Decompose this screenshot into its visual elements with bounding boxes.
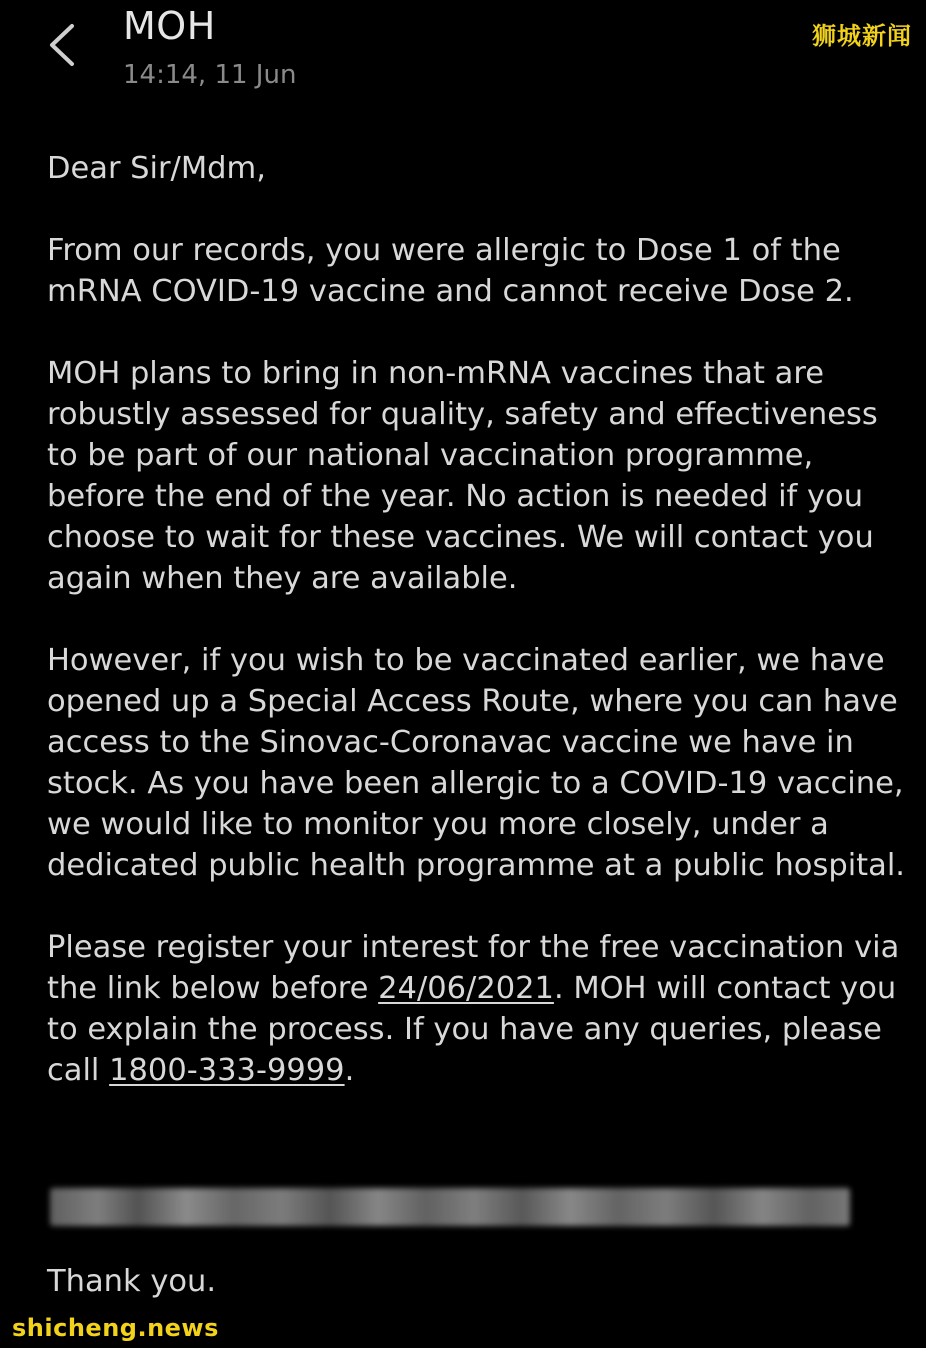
greeting: Dear Sir/Mdm, bbox=[47, 151, 266, 186]
chevron-left-icon bbox=[40, 20, 90, 70]
paragraph-allergy: From our records, you were allergic to Dose 1 of the mRNA COVID-19 vaccine and cannot receive Dose 2. bbox=[47, 233, 854, 309]
closing: Thank you. bbox=[47, 1264, 217, 1299]
message-header bbox=[0, 0, 926, 120]
back-button[interactable] bbox=[40, 20, 90, 70]
phone-link[interactable]: 1800-333-9999 bbox=[109, 1053, 345, 1088]
deadline-link[interactable]: 24/06/2021 bbox=[378, 971, 554, 1006]
register-text-3: . bbox=[344, 1053, 355, 1088]
register-text-2: . MOH will contact you to explain the process. If you have any queries, please call bbox=[47, 971, 897, 1088]
watermark-bottom: shicheng.news bbox=[12, 1314, 219, 1342]
paragraph-non-mrna: MOH plans to bring in non-mRNA vaccines that are robustly assessed for quality, safety and effectiveness to be part of our national vaccination programme, before the end of the year. No action is needed if you choose to wait for these vaccines. We will contact you again when they are available. bbox=[47, 356, 878, 596]
paragraph-special-access: However, if you wish to be vaccinated earlier, we have opened up a Special Access Route, where you can have access to the Sinovac-Coronavac vaccine we have in stock. As you have been allergic to a COVID-19 vaccine, we would like to monitor you more closely, under a dedicated public health programme at a public hospital. bbox=[47, 643, 905, 883]
message-body bbox=[47, 148, 907, 1132]
sender-name: MOH bbox=[123, 4, 216, 48]
watermark-top: 狮城新闻 bbox=[812, 22, 912, 50]
message-timestamp: 14:14, 11 Jun bbox=[123, 60, 297, 90]
blurred-registration-link[interactable] bbox=[50, 1188, 850, 1226]
paragraph-register bbox=[47, 927, 907, 1091]
register-text-1: Please register your interest for the free vaccination via the link below before bbox=[47, 930, 900, 1006]
